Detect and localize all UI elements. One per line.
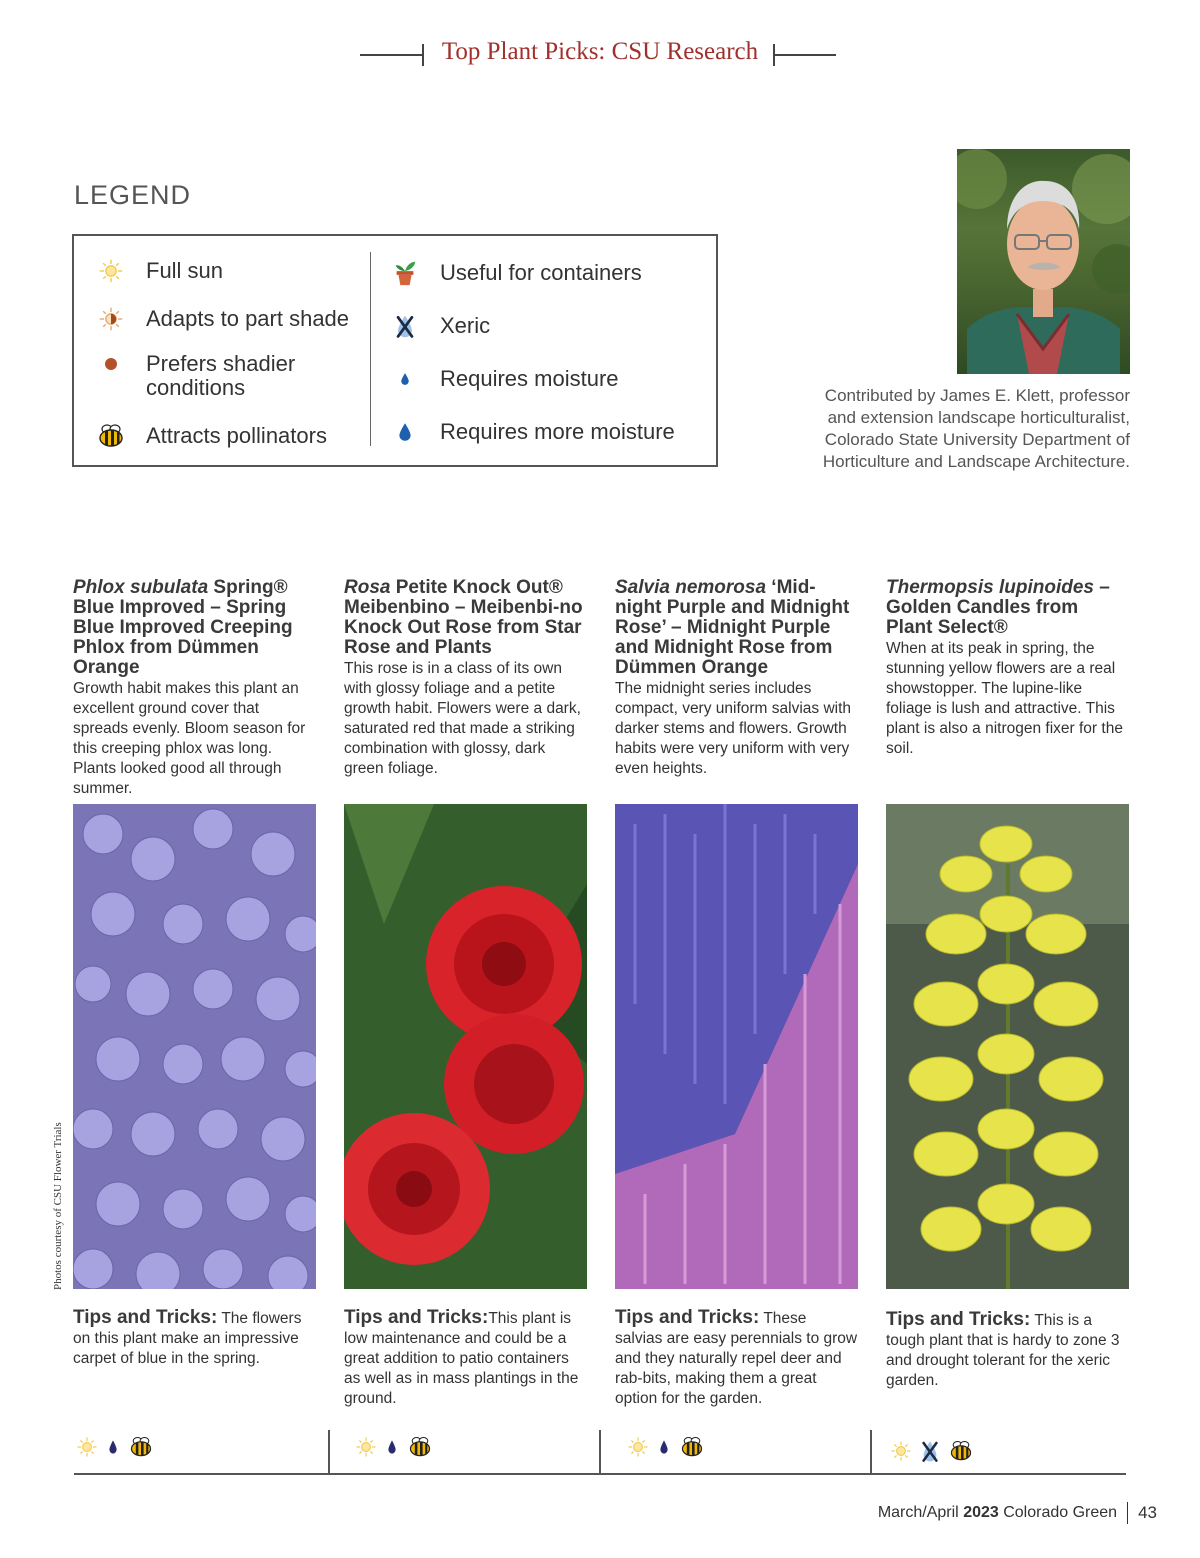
contributor-portrait xyxy=(957,149,1130,374)
drop-icon xyxy=(383,1436,401,1458)
legend-item-moisture: Requires moisture xyxy=(390,364,619,394)
legend-item-xeric: Xeric xyxy=(390,311,490,341)
xeric-icon xyxy=(918,1438,942,1464)
sun-icon xyxy=(890,1440,912,1462)
bee-icon xyxy=(96,421,126,451)
bottom-rule xyxy=(74,1473,1126,1475)
shade-dot-icon xyxy=(96,352,126,376)
drop-icon xyxy=(104,1436,122,1458)
plant-description: Growth habit makes this plant an excellent ground cover that spreads evenly. Bloom season for this creeping phlox was long. Plants looked good all through summer. xyxy=(73,680,306,797)
salvia-photo xyxy=(615,804,858,1289)
bee-icon xyxy=(948,1438,974,1464)
plant-description: This rose is in a class of its own with glossy foliage and a petite growth habit. Flowers were a dark, saturated red that made a striking combination with glossy, dark green foliage. xyxy=(344,660,581,777)
rose-photo xyxy=(344,804,587,1289)
plant-title: Thermopsis lupinoides – Golden Candles from Plant Select® xyxy=(886,577,1110,638)
header-rule-left xyxy=(360,54,424,56)
bee-icon xyxy=(679,1434,705,1460)
plant-column-salvia xyxy=(615,578,858,779)
tips-phlox: Tips and Tricks: The flowers on this plant make an impressive carpet of blue in the spring. xyxy=(73,1307,302,1367)
legend-item-part-shade: Adapts to part shade xyxy=(96,304,349,334)
plant-column-thermopsis xyxy=(886,578,1129,759)
footer-separator xyxy=(1127,1502,1128,1524)
column-separator xyxy=(870,1430,872,1474)
legend-item-full-sun: Full sun xyxy=(96,256,223,286)
header-rule-right xyxy=(773,54,836,56)
sun-icon xyxy=(355,1436,377,1458)
plant-description: When at its peak in spring, the stunning yellow flowers are a real showstopper. The lupine-like foliage is lush and attractive. This plant is also a nitrogen fixer for the soil. xyxy=(886,640,1123,757)
xeric-icon xyxy=(390,311,420,341)
tips-salvia: Tips and Tricks: These salvias are easy perennials to grow and they naturally repel deer and rab-bits, making them a great option for the garden. xyxy=(615,1307,858,1407)
tips-thermopsis: Tips and Tricks: This is a tough plant that is hardy to zone 3 and drought tolerant for the xeric garden. xyxy=(886,1309,1120,1389)
large-drop-icon xyxy=(390,417,420,447)
legend-divider xyxy=(370,252,371,446)
bee-icon xyxy=(128,1434,154,1460)
column-separator xyxy=(599,1430,601,1474)
icons-thermopsis xyxy=(890,1437,974,1465)
sun-icon xyxy=(76,1436,98,1458)
page-number: 43 xyxy=(1138,1503,1157,1522)
legend-item-containers: Useful for containers xyxy=(390,258,642,288)
plant-title: Salvia nemorosa ‘Mid-night Purple and Midnight Rose’ – Midnight Purple and Midnight Rose from Dümmen Orange xyxy=(615,577,850,678)
icons-phlox xyxy=(76,1433,154,1461)
section-title: Top Plant Picks: CSU Research xyxy=(441,38,759,65)
legend-title: LEGEND xyxy=(74,180,192,210)
sun-icon xyxy=(627,1436,649,1458)
column-separator xyxy=(328,1430,330,1474)
legend-box xyxy=(72,234,718,467)
issue-date: March/April 2023 Colorado Green xyxy=(877,1504,1118,1521)
bee-icon xyxy=(407,1434,433,1460)
icons-rosa xyxy=(355,1433,433,1461)
page-header xyxy=(0,38,1200,72)
legend-item-shadier: Prefers shadier conditions xyxy=(96,352,295,400)
photo-credit: Photos courtesy of CSU Flower Trials xyxy=(52,1122,64,1290)
plant-column-rosa xyxy=(344,578,587,779)
part-shade-icon xyxy=(96,304,126,334)
icons-salvia xyxy=(627,1433,705,1461)
thermopsis-photo xyxy=(886,804,1129,1289)
tips-rosa: Tips and Tricks:This plant is low maintenance and could be a great addition to patio containers as well as in mass plantings in the ground. xyxy=(344,1307,579,1407)
plant-title: Phlox subulata Spring® Blue Improved – Spring Blue Improved Creeping Phlox from Dümmen Orange xyxy=(73,577,293,678)
container-pot-icon xyxy=(390,258,420,288)
plant-description: The midnight series includes compact, very uniform salvias with darker stems and flowers. Growth habits were very uniform with very even heights. xyxy=(615,680,852,777)
legend-item-pollinators: Attracts pollinators xyxy=(96,421,327,451)
plant-column-phlox xyxy=(73,578,316,799)
header-tick-left xyxy=(422,44,424,66)
sun-icon xyxy=(96,256,126,286)
page-footer xyxy=(878,1502,1157,1524)
small-drop-icon xyxy=(390,364,420,394)
legend-item-more-moisture: Requires more moisture xyxy=(390,417,675,447)
plant-title: Rosa Petite Knock Out® Meibenbino – Meibenbi-no Knock Out Rose from Star Rose and Plants xyxy=(344,577,583,658)
phlox-photo xyxy=(73,804,316,1289)
drop-icon xyxy=(655,1436,673,1458)
contributor-credit: Contributed by James E. Klett, professor and extension landscape horticulturalist, Colorado State University Department of Horticulture and Landscape Architecture. xyxy=(822,386,1130,471)
